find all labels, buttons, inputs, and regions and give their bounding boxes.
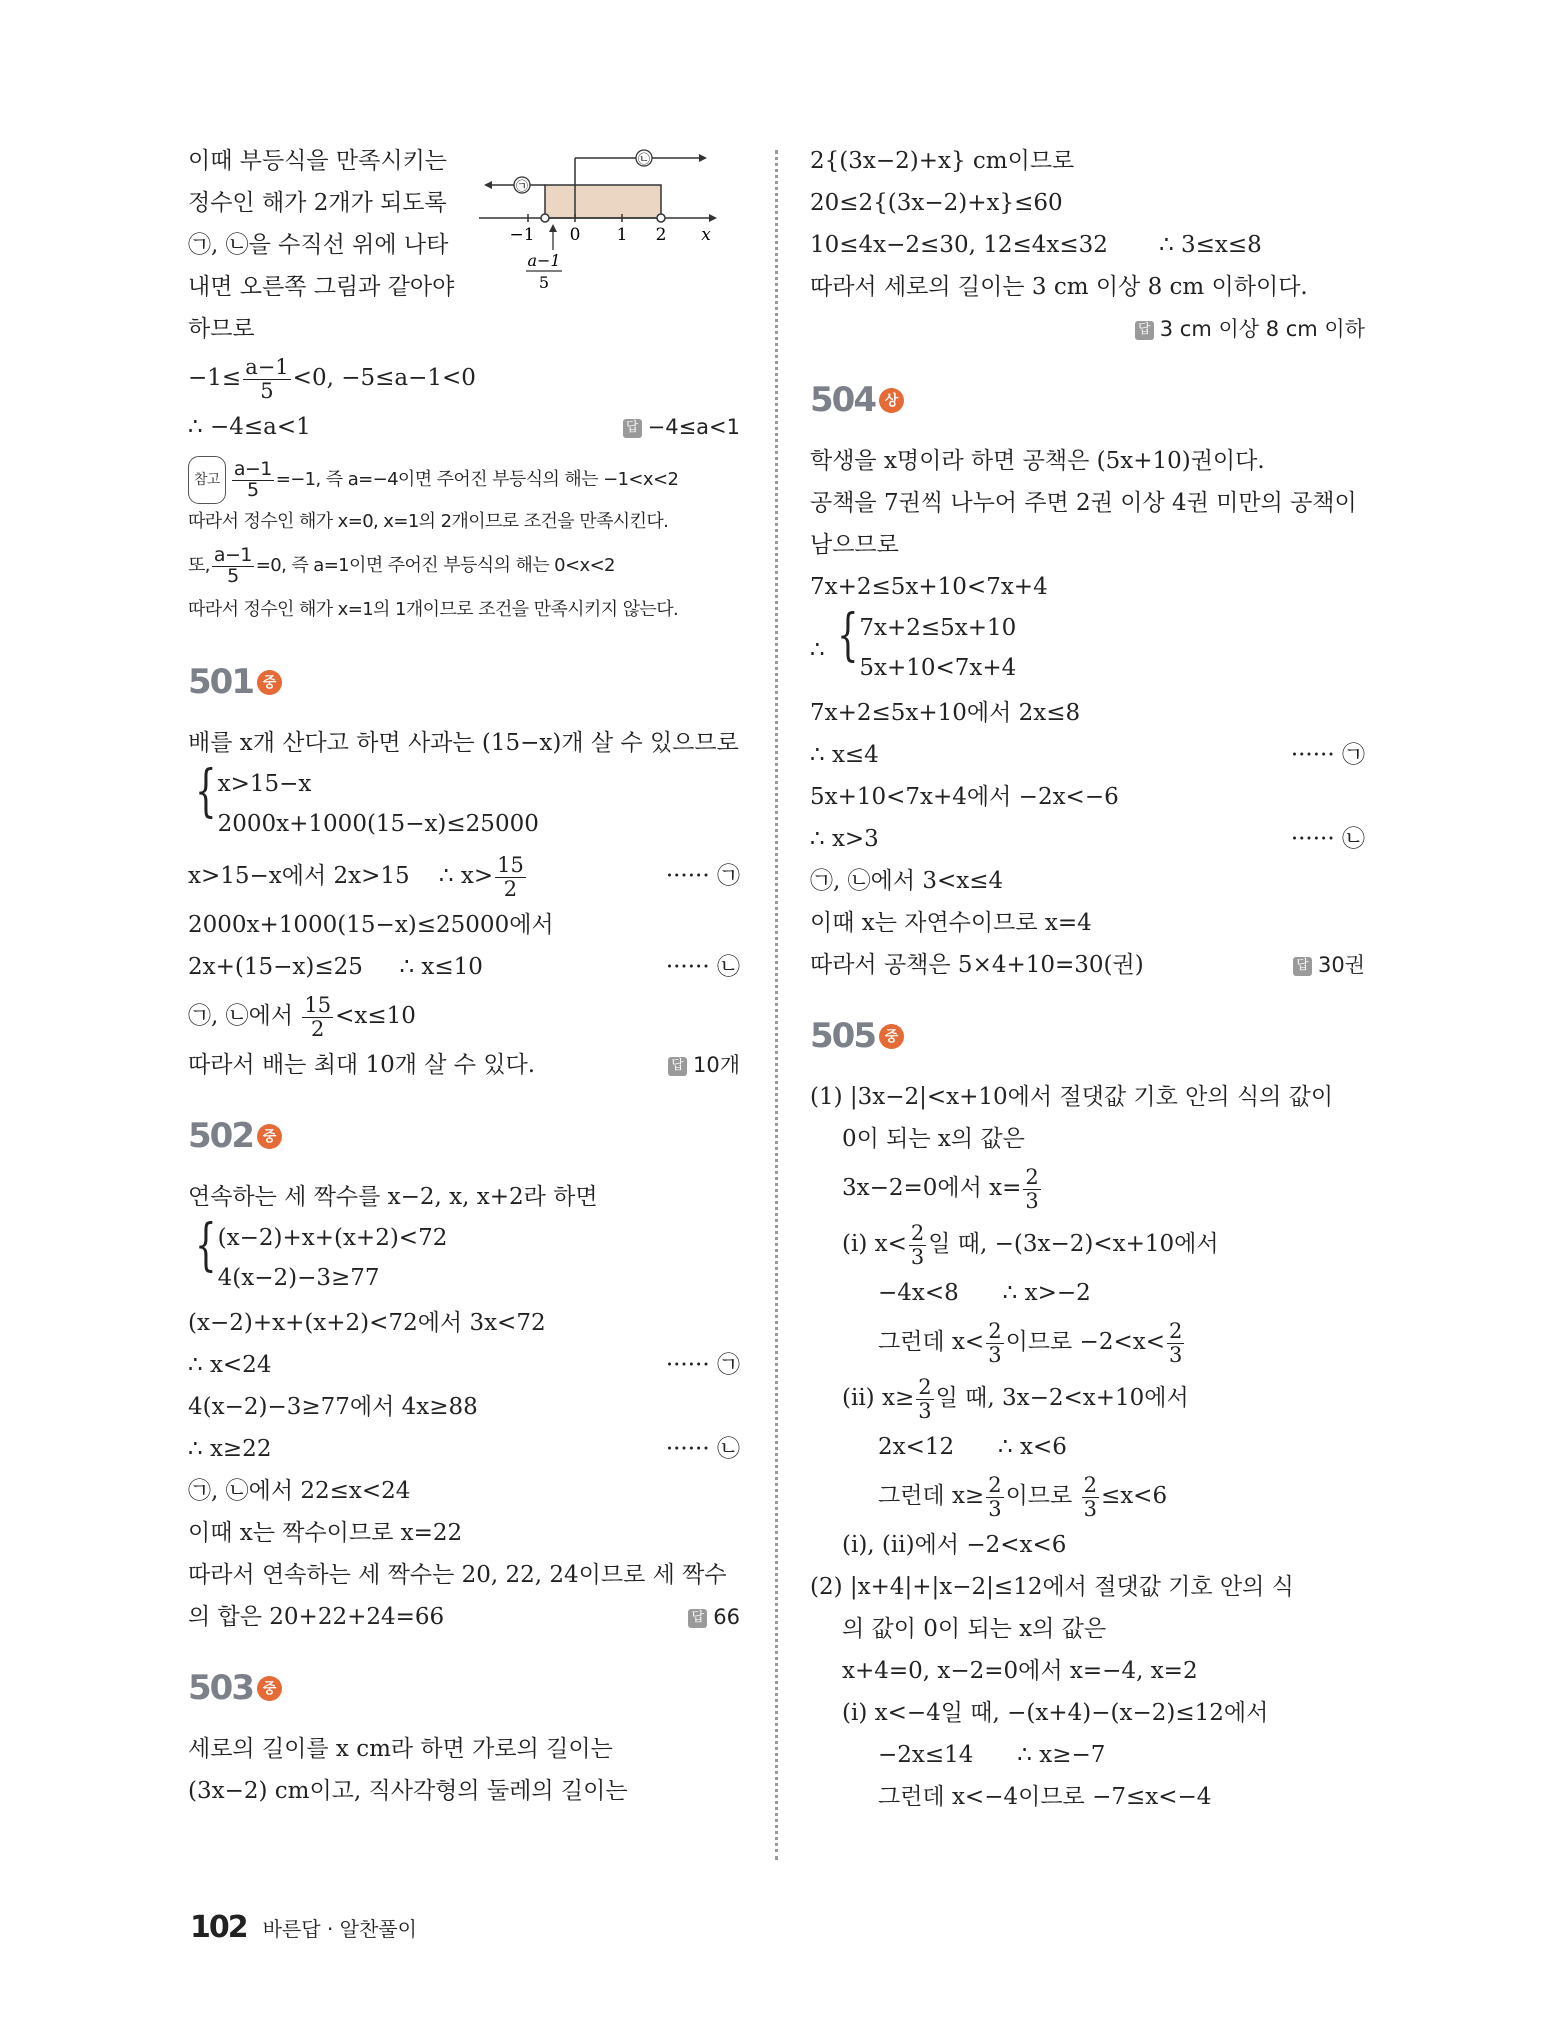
answer — [688, 1596, 740, 1638]
text-line — [810, 1734, 1365, 1776]
problem-header — [810, 1016, 1365, 1064]
frac-num: 2 — [910, 1221, 925, 1246]
text-line: (3x−2) cm이고, 직사각형의 둘레의 길이는 — [188, 1778, 628, 1804]
mark: ······ ㉠ — [665, 863, 740, 889]
text-line — [188, 1044, 740, 1086]
problem-number: 504 — [810, 380, 875, 420]
sys-line: 4(x−2)−3≥77 — [217, 1265, 380, 1291]
number-line-diagram — [474, 140, 734, 310]
text-line — [188, 988, 740, 1044]
answer-text: 66 — [713, 1605, 740, 1629]
intro-line: 내면 오른쪽 그림과 같아야 — [188, 274, 455, 300]
text-line: 따라서 세로의 길이는 3 cm 이상 8 cm 이하이다. — [810, 274, 1308, 300]
text: ∴ x<6 — [998, 1434, 1067, 1460]
text-line: ㉠, ㉡에서 3<x≤4 — [810, 868, 1004, 894]
text-line: (1) |3x−2|<x+10에서 절댓값 기호 안의 식의 값이 — [810, 1084, 1334, 1110]
problem-number: 501 — [188, 662, 253, 702]
ineq-line — [188, 406, 740, 448]
text: <0, −5≤a−1<0 — [292, 365, 476, 391]
frac-num: 2 — [918, 1375, 932, 1400]
note-line — [188, 544, 740, 588]
sys-line: 2000x+1000(15−x)≤25000 — [217, 811, 539, 837]
left-column — [188, 140, 740, 1812]
page-number: 102 — [190, 1910, 247, 1945]
label-a: ㉠ — [515, 179, 529, 193]
text: 3x−2=0에서 x= — [842, 1175, 1022, 1201]
frac-num: a−1 — [213, 543, 252, 566]
sys-line: 7x+2≤5x+10 — [859, 615, 1017, 641]
intro-line: 이때 부등식을 만족시키는 — [188, 148, 448, 174]
arrow-a-head — [484, 181, 492, 189]
frac-den: 3 — [988, 1342, 1002, 1367]
ineq-line — [188, 350, 740, 406]
level-badge: 중 — [879, 1024, 904, 1049]
brace-icon: { — [836, 603, 859, 668]
brace-icon: { — [195, 1213, 217, 1278]
text-line: 이때 x는 짝수이므로 x=22 — [188, 1520, 463, 1546]
frac-num: 15 — [497, 853, 524, 878]
text-line: 2000x+1000(15−x)≤25000에서 — [188, 912, 554, 938]
text: 의 합은 20+22+24=66 — [188, 1604, 445, 1630]
level-badge: 중 — [257, 1124, 282, 1149]
answer-icon: 답 — [1135, 321, 1154, 340]
text-line: 의 값이 0이 되는 x의 값은 — [842, 1616, 1107, 1642]
problem-header — [188, 662, 740, 710]
level-badge: 중 — [257, 1676, 282, 1701]
text: 그런데 x< — [878, 1329, 985, 1355]
answer — [623, 406, 740, 448]
answer-icon: 답 — [1293, 957, 1312, 976]
system — [188, 759, 740, 848]
tick-label: x — [701, 225, 711, 245]
text: −2x≤14 — [878, 1742, 974, 1768]
text-line — [810, 308, 1365, 350]
text: (ii) x≥ — [842, 1385, 915, 1411]
text: 이므로 −2<x< — [1005, 1329, 1165, 1355]
text-line — [810, 1272, 1365, 1314]
text-line: 공책을 7권씩 나누어 주면 2권 이상 4권 미만의 공책이 — [810, 490, 1357, 516]
sys-line: 5x+10<7x+4 — [859, 655, 1017, 681]
frac-den: 2 — [503, 876, 518, 901]
system — [188, 1213, 740, 1302]
answer-text: 3 cm 이상 8 cm 이하 — [1159, 317, 1365, 341]
text: 이므로 — [1005, 1483, 1073, 1509]
frac-den: 5 — [247, 478, 259, 501]
text-line: 배를 x개 산다고 하면 사과는 (15−x)개 살 수 있으므로 — [188, 730, 739, 756]
text-line: 4(x−2)−3≥77에서 4x≥88 — [188, 1394, 478, 1420]
answer-icon: 답 — [623, 419, 642, 438]
frac-num: a−1 — [245, 355, 289, 380]
frac-num: 2 — [1168, 1319, 1183, 1344]
frac-den: 5 — [227, 564, 239, 587]
sys-line: (x−2)+x+(x+2)<72 — [217, 1225, 448, 1251]
text-line — [810, 1370, 1365, 1426]
text: ≤x<6 — [1100, 1483, 1168, 1509]
intro-line: ㉠, ㉡을 수직선 위에 나타 — [188, 232, 449, 258]
frac-num: 2 — [988, 1473, 1002, 1498]
diagram-frac-den: 5 — [538, 273, 550, 292]
text: ∴ x≥22 — [188, 1436, 272, 1462]
label-b: ㉡ — [637, 152, 651, 166]
note-badge: 참고 — [188, 456, 226, 504]
frac-den: 3 — [1025, 1188, 1039, 1213]
frac-den: 3 — [1083, 1496, 1097, 1521]
tick-label: 2 — [655, 225, 667, 245]
text-line: (x−2)+x+(x+2)<72에서 3x<72 — [188, 1310, 546, 1336]
text: 그런데 x≥ — [878, 1483, 985, 1509]
text: 따라서 공책은 5×4+10=30(권) — [810, 952, 1144, 978]
intro-line: 정수인 해가 2개가 되도록 — [188, 190, 447, 216]
problem-number: 502 — [188, 1116, 253, 1156]
text-line — [810, 818, 1365, 860]
level-badge: 상 — [879, 388, 904, 413]
text-line — [810, 734, 1365, 776]
text-line: (i), (ii)에서 −2<x<6 — [842, 1532, 1067, 1558]
intro-block — [188, 140, 740, 350]
text-line — [188, 848, 740, 904]
answer-text: 10개 — [692, 1053, 740, 1077]
sys-line: x>15−x — [217, 771, 312, 797]
tick-label: −1 — [509, 225, 535, 245]
text-line: 따라서 연속하는 세 짝수는 20, 22, 24이므로 세 짝수 — [188, 1562, 727, 1588]
text-line: 0이 되는 x의 값은 — [842, 1126, 1025, 1152]
right-column — [810, 140, 1365, 1818]
answer — [668, 1044, 740, 1086]
text: 10≤4x−2≤30, 12≤4x≤32 — [810, 232, 1108, 258]
page-footer — [190, 1910, 417, 1945]
text: ∴ x>−2 — [1002, 1280, 1091, 1306]
answer-icon: 답 — [688, 1609, 707, 1628]
problem-header — [188, 1116, 740, 1164]
text-line: 이때 x는 자연수이므로 x=4 — [810, 910, 1092, 936]
text: 2x<12 — [878, 1434, 955, 1460]
note-line: 따라서 정수인 해가 x=0, x=1의 2개이므로 조건을 만족시킨다. — [188, 511, 669, 532]
text-line: 7x+2≤5x+10<7x+4 — [810, 574, 1048, 600]
text-line — [810, 1160, 1365, 1216]
text: ∴ −4≤a<1 — [188, 414, 311, 440]
problem-number: 503 — [188, 1668, 253, 1708]
system — [810, 603, 1365, 692]
column-divider — [775, 150, 778, 1860]
mark: ······ ㉠ — [1290, 742, 1365, 768]
text: −4x<8 — [878, 1280, 959, 1306]
note-line — [188, 456, 740, 500]
frac-num: 2 — [1083, 1473, 1097, 1498]
text-line: 5x+10<7x+4에서 −2x<−6 — [810, 784, 1119, 810]
frac-num: a−1 — [233, 457, 272, 480]
text-line — [188, 1596, 740, 1638]
text: =−1, 즉 a=−4이면 주어진 부등식의 해는 −1<x<2 — [275, 469, 679, 490]
text-line: x+4=0, x−2=0에서 x=−4, x=2 — [842, 1658, 1198, 1684]
text-line — [810, 1314, 1365, 1370]
text-line — [188, 946, 740, 988]
pointer-head — [549, 224, 557, 232]
text-line — [810, 1468, 1365, 1524]
frac-num: 2 — [1025, 1165, 1039, 1190]
text: ∴ x≤10 — [399, 954, 483, 980]
tick-label: 1 — [616, 225, 628, 245]
text: ∴ x>3 — [810, 826, 879, 852]
text: ∴ x<24 — [188, 1352, 272, 1378]
solution-region — [545, 185, 661, 218]
text-line — [810, 1216, 1365, 1272]
problem-header — [810, 380, 1365, 428]
frac-den: 3 — [918, 1398, 932, 1423]
axis-head — [709, 214, 717, 222]
answer-text: 30권 — [1317, 953, 1365, 977]
open-point — [657, 214, 665, 222]
text: ∴ x> — [438, 863, 494, 889]
text-line: 연속하는 세 짝수를 x−2, x, x+2라 하면 — [188, 1184, 598, 1210]
text: −1≤ — [188, 365, 242, 391]
text-line — [810, 1426, 1365, 1468]
mark: ······ ㉠ — [665, 1352, 740, 1378]
level-badge: 중 — [257, 670, 282, 695]
text: 따라서 배는 최대 10개 살 수 있다. — [188, 1052, 536, 1078]
text: ∴ — [810, 637, 825, 663]
text-line — [810, 224, 1365, 266]
text: (i) x< — [842, 1231, 907, 1257]
text-line: 2{(3x−2)+x} cm이므로 — [810, 148, 1075, 174]
answer-icon: 답 — [668, 1057, 687, 1076]
diagram-frac-num: a−1 — [527, 251, 561, 270]
text-line: 20≤2{(3x−2)+x}≤60 — [810, 190, 1063, 216]
frac-den: 3 — [910, 1244, 925, 1269]
text-line — [188, 1428, 740, 1470]
mark: ······ ㉡ — [665, 1436, 740, 1462]
text: x>15−x에서 2x>15 — [188, 863, 410, 889]
mark: ······ ㉡ — [1290, 826, 1365, 852]
text-line: ㉠, ㉡에서 22≤x<24 — [188, 1478, 411, 1504]
frac-den: 3 — [1168, 1342, 1183, 1367]
text: ∴ x≥−7 — [1017, 1742, 1106, 1768]
frac-num: 15 — [304, 993, 332, 1018]
text-line: 학생을 x명이라 하면 공책은 (5x+10)권이다. — [810, 448, 1265, 474]
text-line: (i) x<−4일 때, −(x+4)−(x−2)≤12에서 — [842, 1700, 1269, 1726]
brace-icon: { — [195, 759, 217, 824]
text: 일 때, −(3x−2)<x+10에서 — [928, 1231, 1219, 1257]
open-point — [541, 214, 549, 222]
mark: ······ ㉡ — [665, 954, 740, 980]
text: 일 때, 3x−2<x+10에서 — [935, 1385, 1189, 1411]
text-line — [188, 1344, 740, 1386]
text-line: 그런데 x<−4이므로 −7≤x<−4 — [878, 1784, 1212, 1810]
text: ∴ x≤4 — [810, 742, 879, 768]
problem-header — [188, 1668, 740, 1716]
arrow-b-head — [699, 154, 707, 162]
problem-number: 505 — [810, 1016, 875, 1056]
text: =0, 즉 a=1이면 주어진 부등식의 해는 0<x<2 — [255, 555, 615, 576]
answer-text: −4≤a<1 — [647, 415, 740, 439]
frac-num: 2 — [988, 1319, 1002, 1344]
note-line: 따라서 정수인 해가 x=1의 1개이므로 조건을 만족시키지 않는다. — [188, 599, 679, 620]
frac-den: 3 — [988, 1496, 1002, 1521]
text-line: 7x+2≤5x+10에서 2x≤8 — [810, 700, 1081, 726]
footer-title: 바른답 · 알찬풀이 — [262, 1917, 417, 1941]
frac-den: 5 — [260, 378, 274, 403]
text-line: (2) |x+4|+|x−2|≤12에서 절댓값 기호 안의 식 — [810, 1574, 1294, 1600]
answer — [1293, 944, 1365, 986]
text: 또, — [188, 555, 210, 576]
text-line: 남으므로 — [810, 532, 899, 558]
text: ∴ 3≤x≤8 — [1159, 232, 1262, 258]
frac-den: 2 — [311, 1016, 325, 1041]
answer — [1135, 308, 1365, 350]
text: <x≤10 — [335, 1003, 416, 1029]
tick-label: 0 — [569, 225, 581, 245]
text-line: 세로의 길이를 x cm라 하면 가로의 길이는 — [188, 1736, 613, 1762]
intro-line: 하므로 — [188, 316, 255, 342]
text: 2x+(15−x)≤25 — [188, 954, 363, 980]
text: ㉠, ㉡에서 — [188, 1003, 294, 1029]
text-line — [810, 944, 1365, 986]
